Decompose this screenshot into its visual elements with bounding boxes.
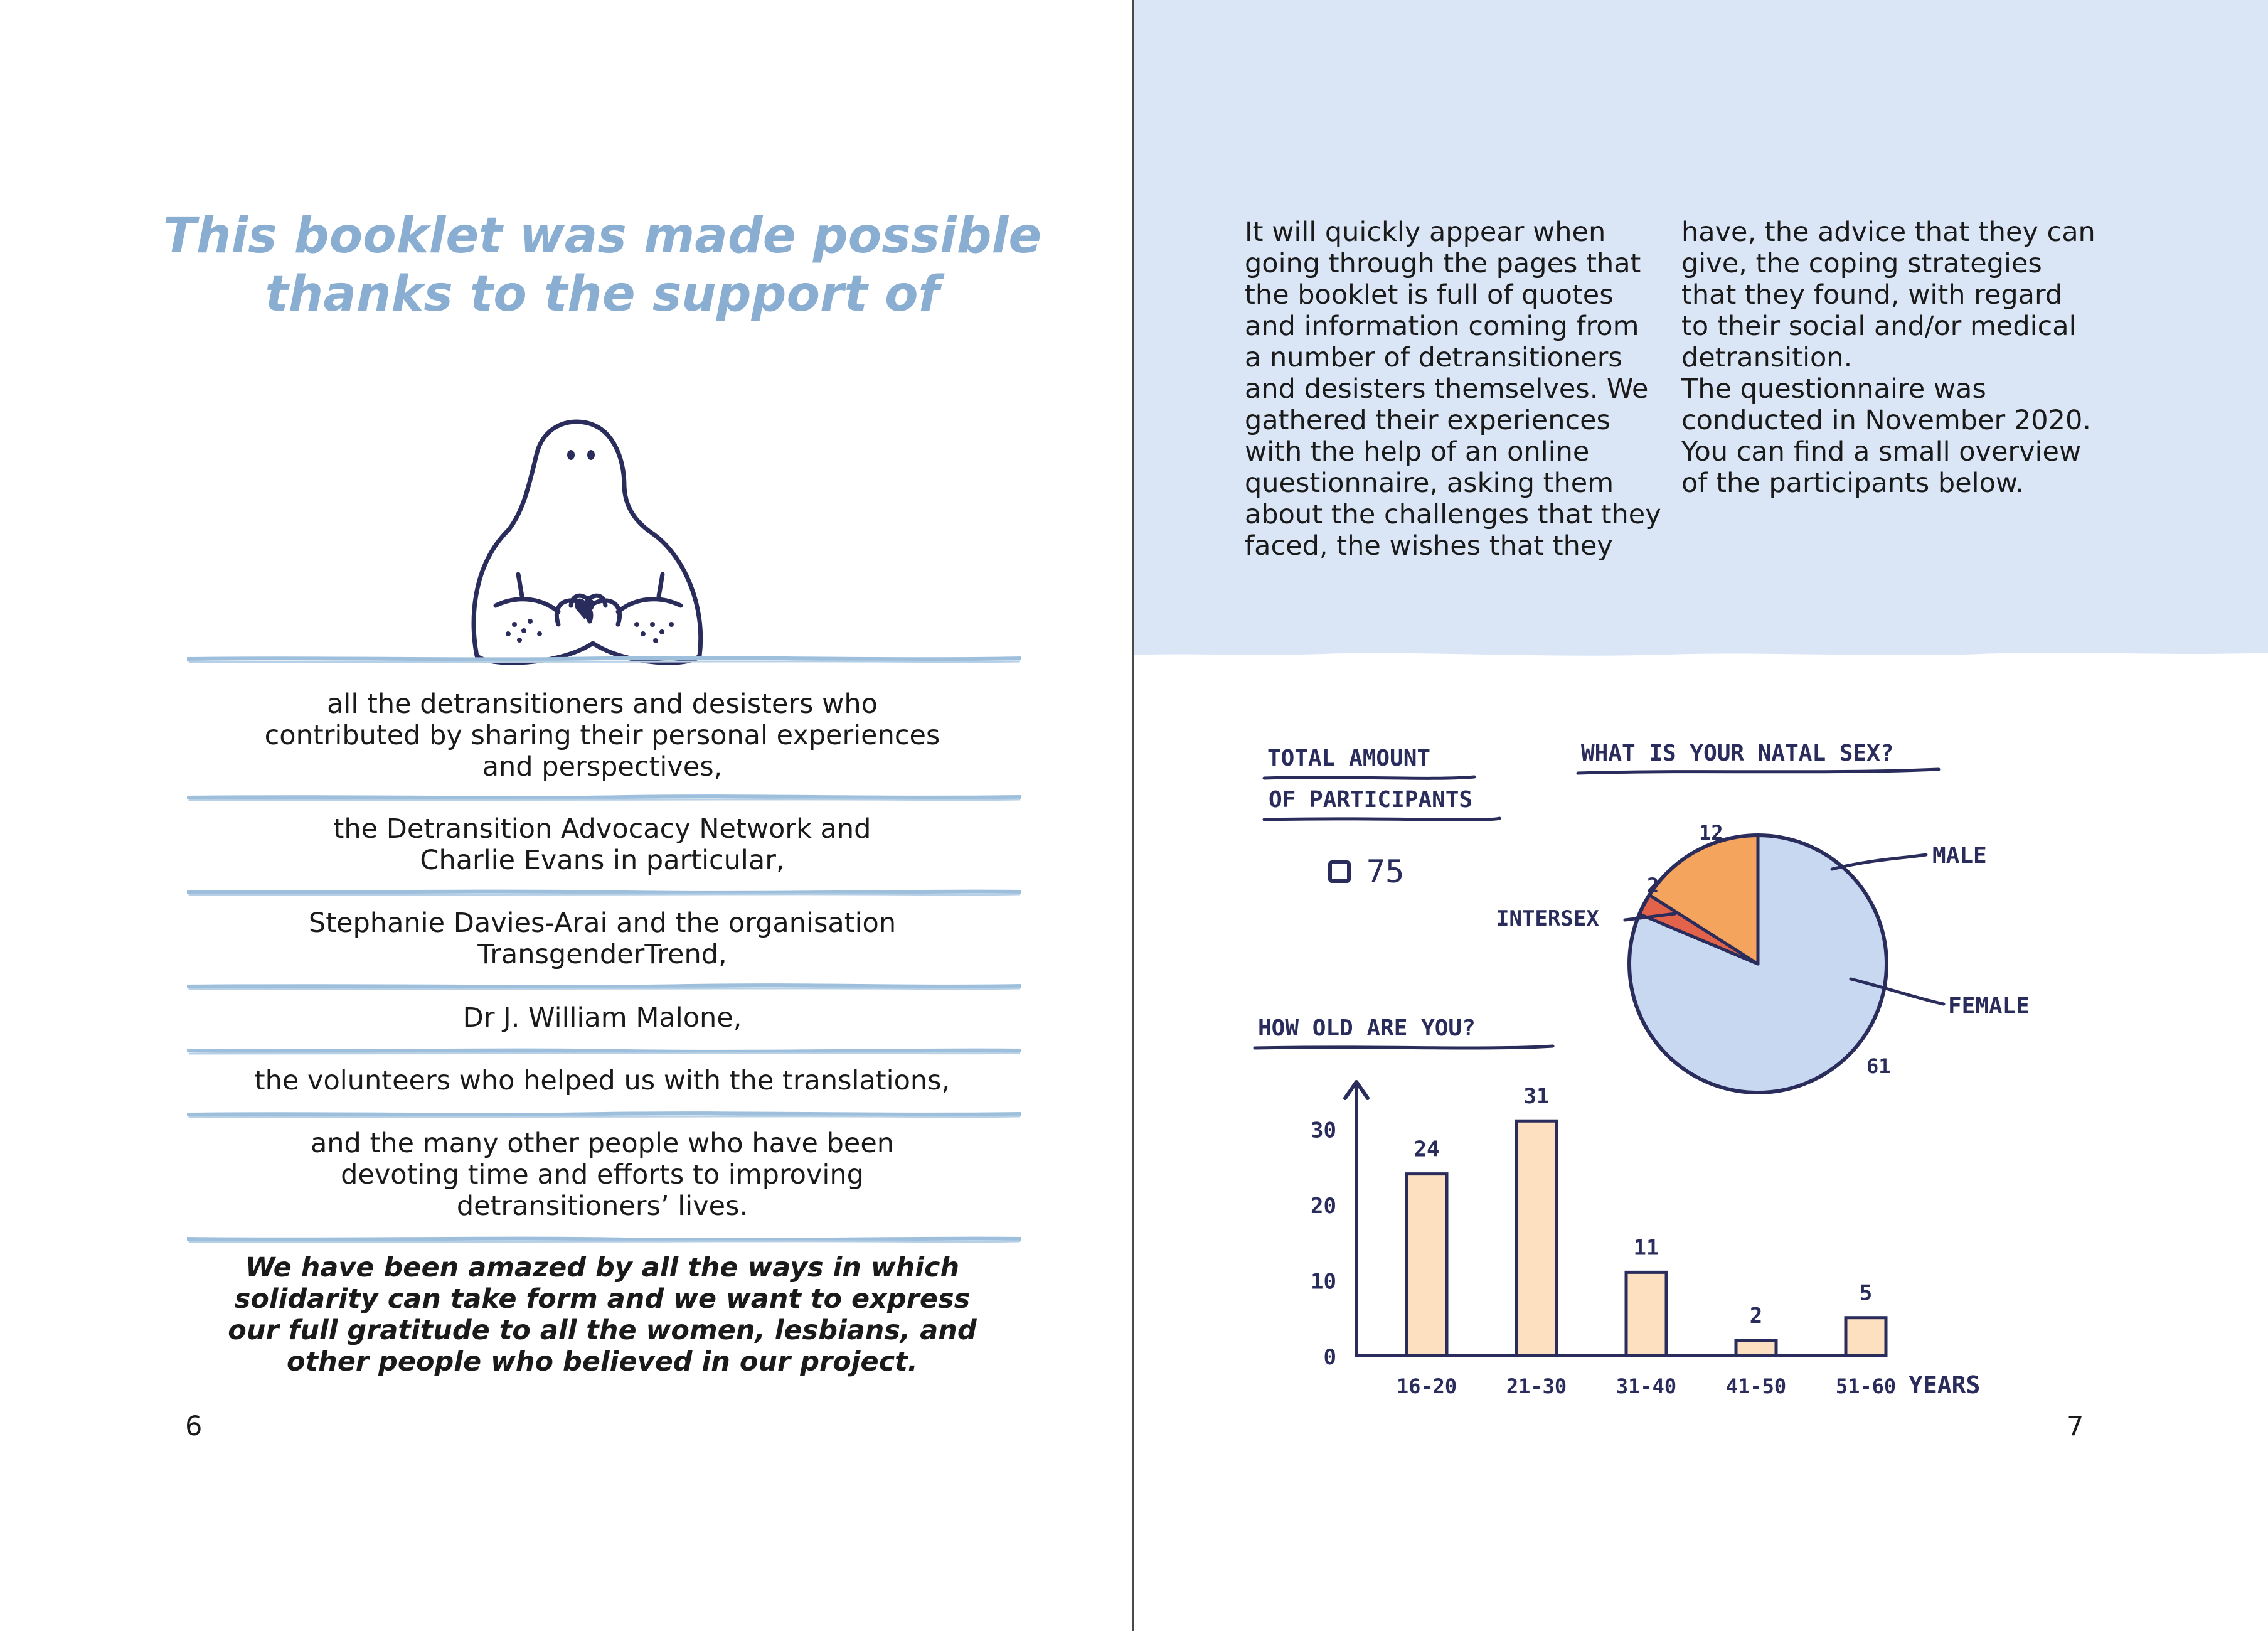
bar-value-label: 11 — [1633, 1235, 1659, 1261]
divider-rule — [187, 1235, 1021, 1245]
x-tick-label: 41-50 — [1725, 1374, 1787, 1398]
pie-legend-label-male: MALE — [1932, 843, 1987, 869]
pie-value-label-male: 12 — [1699, 821, 1723, 845]
title-line: This booklet was made possible — [162, 208, 1042, 264]
x-tick-label: 21-30 — [1506, 1374, 1567, 1398]
bar-chart-title: HOW OLD ARE YOU? — [1258, 1015, 1476, 1041]
credit-line: Charlie Evans in particular, — [420, 845, 785, 876]
y-tick-label: 20 — [1311, 1193, 1336, 1219]
bar-31-40 — [1626, 1272, 1666, 1356]
pie-legend-label-intersex: INTERSEX — [1496, 906, 1599, 931]
intro-line: have, the advice that they can — [1681, 217, 2095, 248]
intro-line: that they found, with regard — [1681, 279, 2063, 311]
closing-line: solidarity can take form and we want to express — [234, 1283, 971, 1315]
page-number-right: 7 — [2067, 1411, 2084, 1442]
total-label-line: OF PARTICIPANTS — [1269, 787, 1473, 813]
credit-line: and the many other people who have been — [310, 1128, 895, 1159]
bar-41-50 — [1736, 1340, 1776, 1356]
intro-line: a number of detransitioners — [1245, 342, 1622, 373]
y-tick-label: 10 — [1311, 1269, 1336, 1295]
intro-line: to their social and/or medical — [1681, 311, 2077, 342]
intro-line: questionnaire, asking them — [1245, 468, 1614, 499]
bar-value-label: 24 — [1414, 1136, 1440, 1162]
credit-line: detransitioners’ lives. — [456, 1190, 748, 1222]
intro-column-1 — [1245, 217, 1684, 562]
intro-line: going through the pages that — [1245, 248, 1641, 279]
pie-value-label-female: 61 — [1866, 1054, 1891, 1078]
left-page — [0, 0, 1133, 1631]
page-title — [157, 207, 1048, 324]
total-label-line: TOTAL AMOUNT — [1267, 746, 1431, 771]
credit-line: contributed by sharing their personal experiences — [264, 720, 940, 751]
natal-sex-pie-chart — [1496, 741, 2030, 1093]
credit-line: Dr J. William Malone, — [462, 1002, 742, 1034]
pie-value-label-intersex: 2 — [1647, 874, 1659, 897]
intro-line: conducted in November 2020. — [1681, 405, 2091, 436]
credit-detransition-advocacy-network — [163, 813, 1041, 876]
intro-line: about the challenges that they — [1245, 499, 1661, 530]
intro-line: faced, the wishes that they — [1245, 530, 1613, 562]
intro-line: It will quickly appear when — [1245, 217, 1606, 248]
divider-rule — [187, 888, 1021, 898]
intro-line: gathered their experiences — [1245, 405, 1610, 436]
divider-rule — [187, 793, 1021, 803]
y-tick-label: 0 — [1323, 1345, 1336, 1370]
credit-line: TransgenderTrend, — [477, 939, 727, 970]
page-number-left: 6 — [185, 1411, 203, 1442]
total-underline — [1264, 818, 1499, 820]
credit-line: and perspectives, — [482, 751, 723, 783]
title-line: thanks to the support of — [265, 266, 940, 323]
credit-dr-malone — [163, 1002, 1041, 1034]
divider-rule — [187, 655, 1021, 665]
total-value: 75 — [1366, 853, 1405, 890]
bar-value-label: 5 — [1859, 1280, 1873, 1306]
pie-leader-male — [1832, 855, 1926, 869]
bar-value-label: 2 — [1749, 1303, 1763, 1329]
pie-legend-label-female: FEMALE — [1948, 993, 2030, 1019]
pie-title-underline — [1578, 769, 1939, 773]
participants-infographic — [1223, 709, 2102, 1406]
credit-stephanie-davies-arai — [163, 907, 1041, 970]
closing-line: other people who believed in our project. — [286, 1346, 918, 1377]
intro-line: The questionnaire was — [1681, 373, 1986, 405]
square-icon — [1330, 862, 1349, 881]
bar-value-label: 31 — [1523, 1084, 1550, 1110]
bar-51-60 — [1846, 1318, 1886, 1356]
closing-line: We have been amazed by all the ways in which — [245, 1252, 960, 1283]
intro-column-2 — [1681, 217, 2121, 499]
bar-title-underline — [1255, 1046, 1553, 1048]
closing-line: our full gratitude to all the women, lesbians, and — [228, 1315, 977, 1346]
x-tick-label: 16-20 — [1396, 1374, 1457, 1398]
figure-hugging-heart-illustration — [464, 417, 740, 668]
intro-line: the booklet is full of quotes — [1245, 279, 1614, 311]
credit-volunteers — [163, 1065, 1041, 1096]
intro-line: You can find a small overview — [1681, 436, 2082, 468]
credit-line: Stephanie Davies-Arai and the organisation — [308, 907, 897, 939]
credit-detransitioners — [163, 688, 1041, 783]
intro-line: give, the coping strategies — [1681, 248, 2042, 279]
intro-line: of the participants below. — [1681, 468, 2024, 499]
credit-line: all the detransitioners and desisters who — [327, 688, 878, 720]
intro-line: detransition. — [1681, 342, 1853, 373]
total-underline — [1264, 777, 1474, 778]
intro-line: and information coming from — [1245, 311, 1639, 342]
pie-chart-title: WHAT IS YOUR NATAL SEX? — [1581, 741, 1894, 766]
intro-line: with the help of an online — [1245, 436, 1590, 468]
bar-16-20 — [1407, 1174, 1447, 1356]
intro-line: and desisters themselves. We — [1245, 373, 1649, 405]
closing-statement — [188, 1252, 1016, 1377]
credit-line: the volunteers who helped us with the translations, — [254, 1065, 950, 1096]
x-tick-label: 31-40 — [1616, 1374, 1677, 1398]
bar-21-30 — [1516, 1121, 1557, 1356]
credit-line: the Detransition Advocacy Network and — [333, 813, 871, 845]
credit-other-people — [163, 1128, 1041, 1222]
x-axis-label: YEARS — [1909, 1371, 1981, 1399]
divider-rule — [187, 1047, 1021, 1057]
x-tick-label: 51-60 — [1835, 1374, 1897, 1398]
credit-line: devoting time and efforts to improving — [341, 1159, 864, 1190]
y-tick-label: 30 — [1311, 1118, 1336, 1143]
divider-rule — [187, 1110, 1021, 1120]
divider-rule — [187, 982, 1021, 992]
